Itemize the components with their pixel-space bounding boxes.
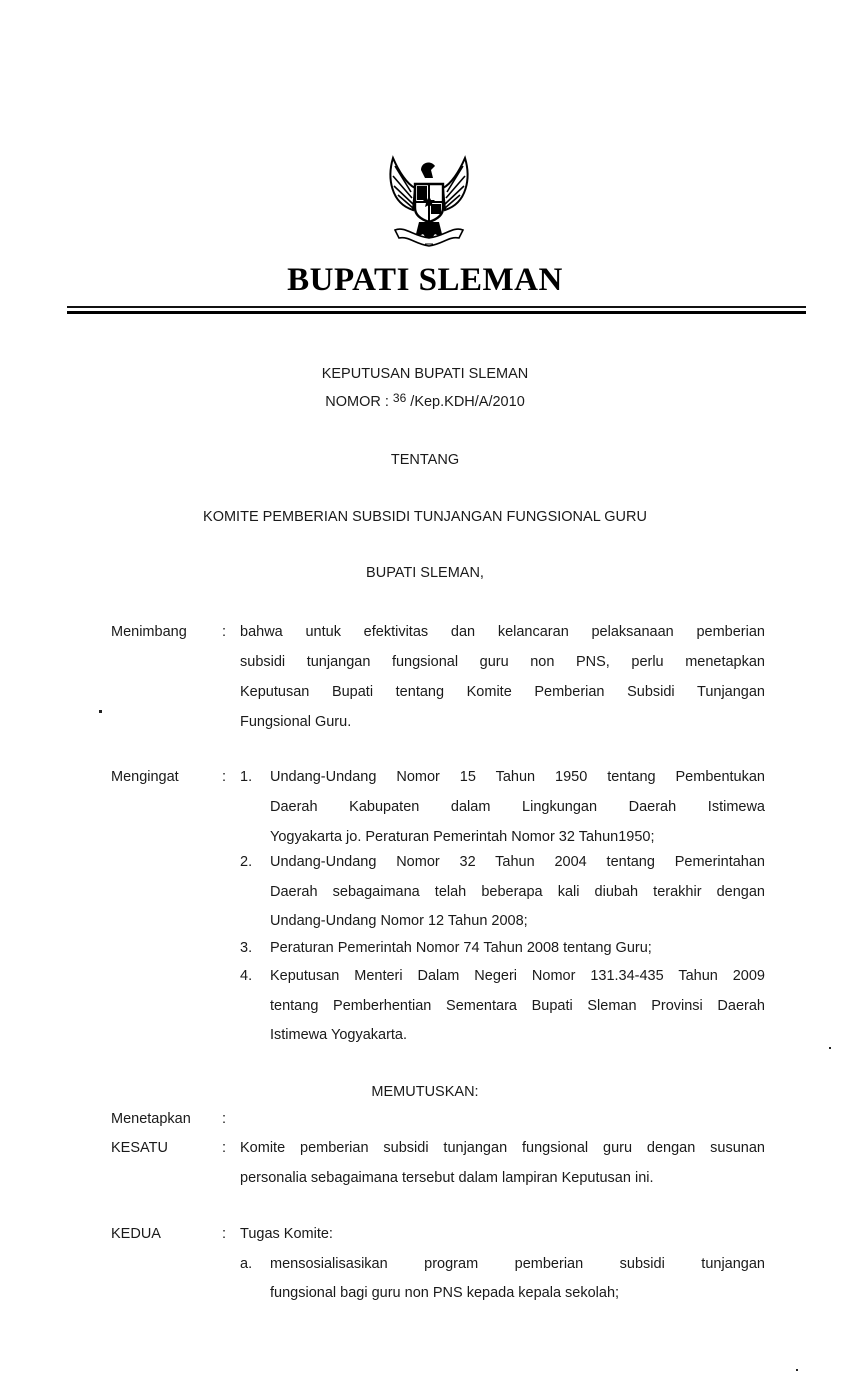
menetapkan-colon: : [222,1111,227,1127]
letterhead-title: BUPATI SLEMAN [287,262,563,298]
memutuskan-heading: MEMUTUSKAN: [371,1084,479,1100]
mengingat-label: Mengingat [111,769,179,785]
menimbang-line: Fungsional Guru. [240,714,352,730]
decree-number-prefix: NOMOR : [325,394,389,410]
mengingat-item-number: 1. [240,769,253,785]
kedua-intro: Tugas Komite: [240,1226,333,1242]
kedua-label: KEDUA [111,1226,161,1242]
mengingat-colon: : [222,769,227,785]
menimbang-line: bahwa untuk efektivitas dan kelancaran pelaksanaan pemberian [240,624,765,640]
kesatu-line: Komite pemberian subsidi tunjangan fungsional guru dengan susunan [240,1140,765,1156]
decree-subject: KOMITE PEMBERIAN SUBSIDI TUNJANGAN FUNGSIONAL GURU [203,509,647,525]
menimbang-line: Keputusan Bupati tentang Komite Pemberian Subsidi Tunjangan [240,684,765,700]
mengingat-item-line: tentang Pemberhentian Sementara Bupati Sleman Provinsi Daerah [270,998,765,1014]
mengingat-item-line: Yogyakarta jo. Peraturan Pemerintah Nomor 32 Tahun1950; [270,829,655,845]
mengingat-item-line: Daerah Kabupaten dalam Lingkungan Daerah Istimewa [270,799,765,815]
kedua-item-line: mensosialisasikan program pemberian subsidi tunjangan [270,1256,765,1272]
menetapkan-label: Menetapkan [111,1111,191,1127]
kedua-item-line: fungsional bagi guru non PNS kepada kepala sekolah; [270,1285,620,1301]
scan-speck [99,710,102,713]
mengingat-item-line: Istimewa Yogyakarta. [270,1027,408,1043]
mengingat-item-line: Daerah sebagaimana telah beberapa kali diubah terakhir dengan [270,884,765,900]
kedua-colon: : [222,1226,227,1242]
menimbang-colon: : [222,624,227,640]
about-label: TENTANG [390,452,460,468]
mengingat-item-line: Keputusan Menteri Dalam Negeri Nomor 131.34-435 Tahun 2009 [270,968,765,984]
decree-number-value: 36 [392,391,407,405]
decree-number-suffix: /Kep.KDH/A/2010 [410,394,525,410]
mengingat-item-number: 2. [240,854,253,870]
decree-heading: KEPUTUSAN BUPATI SLEMAN [321,366,529,382]
kesatu-line: personalia sebagaimana tersebut dalam lampiran Keputusan ini. [240,1170,654,1186]
kesatu-colon: : [222,1140,227,1156]
letterhead-rule-thin [67,306,806,308]
kesatu-label: KESATU [111,1140,168,1156]
mengingat-item-line: Peraturan Pemerintah Nomor 74 Tahun 2008 tentang Guru; [270,940,652,956]
mengingat-item-line: Undang-Undang Nomor 15 Tahun 1950 tentang Pembentukan [270,769,765,785]
mengingat-item-line: Undang-Undang Nomor 32 Tahun 2004 tentang Pemerintahan [270,854,765,870]
scan-speck [796,1369,798,1371]
mengingat-item-line: Undang-Undang Nomor 12 Tahun 2008; [270,913,528,929]
mengingat-item-number: 3. [240,940,253,956]
decree-issuer: BUPATI SLEMAN, [366,565,484,581]
menimbang-line: subsidi tunjangan fungsional guru non PNS, perlu menetapkan [240,654,765,670]
menimbang-label: Menimbang [111,624,187,640]
decree-number [0,391,850,410]
letterhead-rule-thick [67,311,806,314]
garuda-emblem-icon [385,148,473,254]
mengingat-item-number: 4. [240,968,253,984]
scan-speck [829,1047,831,1049]
kedua-item-letter: a. [240,1256,253,1272]
